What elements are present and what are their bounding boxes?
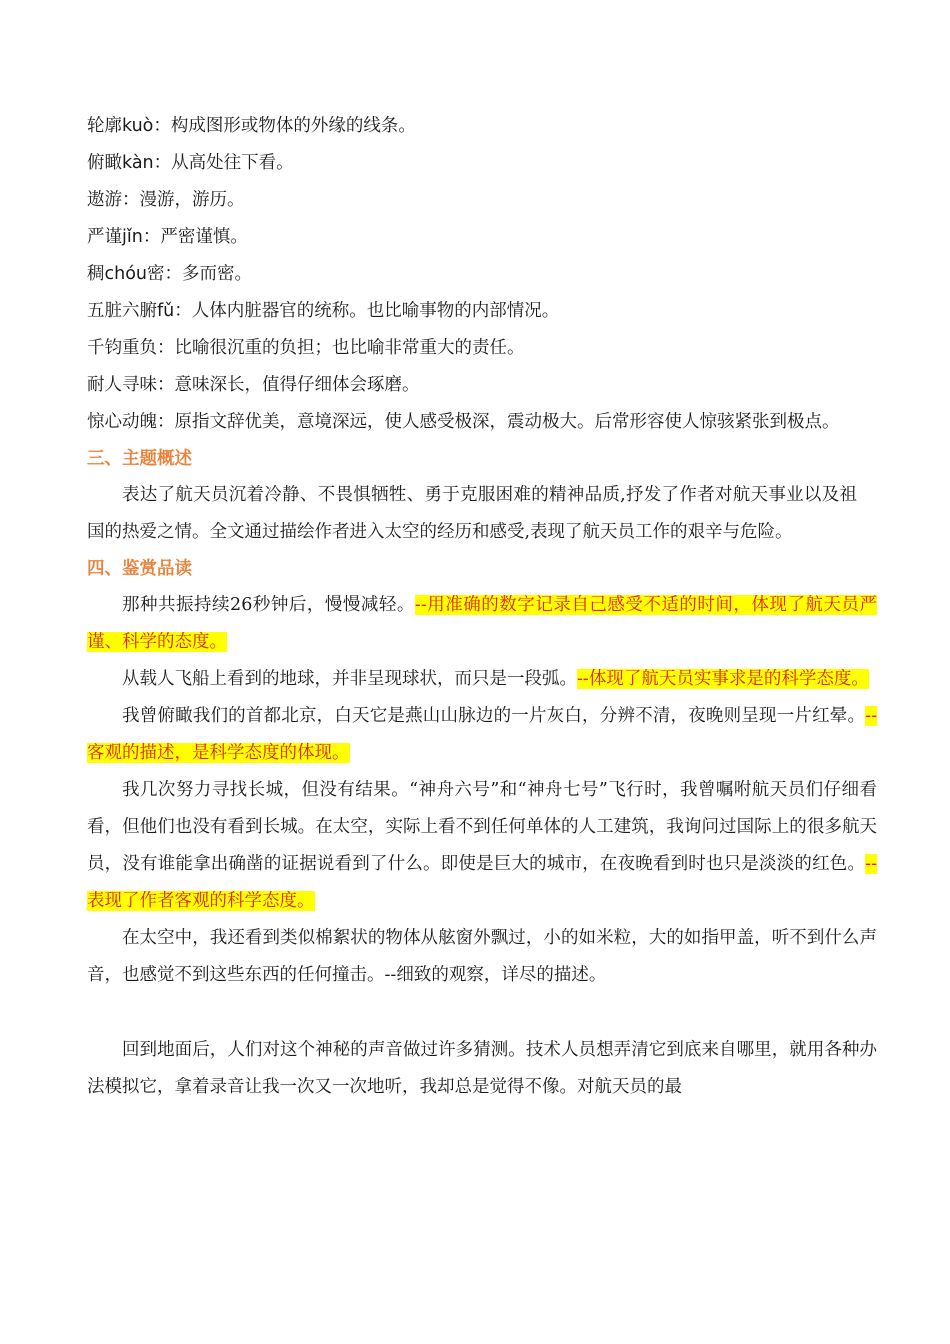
- theme-paragraph: 表达了航天员沉着冷静、不畏惧牺牲、勇于克服困难的精神品质,抒发了作者对航天事业以及祖国的热爱之情。全文通过描绘作者进入太空的经历和感受,表现了航天员工作的艰辛与危险。: [87, 485, 857, 542]
- annotation-highlight: --用准确的数字记录自己感受不适的时间，体现了航天员严谨、科学的态度。: [87, 595, 877, 652]
- vocab-item: 稠chóu密：多而密。: [87, 264, 253, 284]
- vocab-item: 五脏六腑fǔ：人体内脏器官的统称。也比喻事物的内部情况。: [87, 301, 560, 321]
- vocab-item: 严谨jǐn：严密谨慎。: [87, 227, 248, 247]
- section-heading-appreciation: 四、鉴赏品读: [87, 559, 192, 579]
- vocab-item: 耐人寻味：意味深长，值得仔细体会琢磨。: [87, 375, 420, 395]
- appreciation-paragraph: 那种共振持续26秒钟后，慢慢减轻。--用准确的数字记录自己感受不适的时间，体现了航天员严谨、科学的态度。: [87, 595, 877, 652]
- vocab-item: 惊心动魄：原指文辞优美，意境深远，使人感受极深，震动极大。后常形容使人惊骇紧张到极点。: [87, 412, 840, 432]
- vocab-item: 俯瞰kàn：从高处往下看。: [87, 153, 294, 173]
- vocab-list: [87, 108, 877, 441]
- appreciation-paragraph: 我几次努力寻找长城，但没有结果。“神舟六号”和“神舟七号”飞行时，我曾嘱咐航天员们仔细看看，但他们也没有看到长城。在太空，实际上看不到任何单体的人工建筑，我询问过国际上的很多航天员，没有谁能拿出确凿的证据说看到了什么。即使是巨大的城市，在夜晚看到时也只是淡淡的红色。--表现了作者客观的科学态度。: [87, 780, 877, 911]
- section-heading-theme: 三、主题概述: [87, 449, 192, 469]
- appreciation-paragraph: 我曾俯瞰我们的首都北京，白天它是燕山山脉边的一片灰白，分辨不清，夜晚则呈现一片红晕。--客观的描述，是科学态度的体现。: [87, 706, 877, 763]
- vocab-item: 千钧重负：比喻很沉重的负担；也比喻非常重大的责任。: [87, 338, 525, 358]
- annotation-highlight: --客观的描述，是科学态度的体现。: [87, 706, 877, 763]
- vocab-item: 遨游：漫游，游历。: [87, 190, 245, 210]
- closing-paragraph: 回到地面后，人们对这个神秘的声音做过许多猜测。技术人员想弄清它到底来自哪里，就用各种办法模拟它，拿着录音让我一次又一次地听，我却总是觉得不像。对航天员的最: [87, 1040, 877, 1097]
- document-page: [87, 108, 877, 1106]
- annotation-highlight: --体现了航天员实事求是的科学态度。: [577, 669, 869, 689]
- annotation-highlight: --表现了作者客观的科学态度。: [87, 854, 877, 911]
- appreciation-paragraph: 在太空中，我还看到类似棉絮状的物体从舷窗外飘过，小的如米粒，大的如指甲盖，听不到什么声音，也感觉不到这些东西的任何撞击。--细致的观察，详尽的描述。: [87, 928, 877, 985]
- paragraph-gap: [87, 994, 877, 1032]
- appreciation-paragraph: 从载人飞船上看到的地球，并非呈现球状，而只是一段弧。--体现了航天员实事求是的科学态度。: [122, 669, 869, 689]
- vocab-item: 轮廓kuò：构成图形或物体的外缘的线条。: [87, 116, 416, 136]
